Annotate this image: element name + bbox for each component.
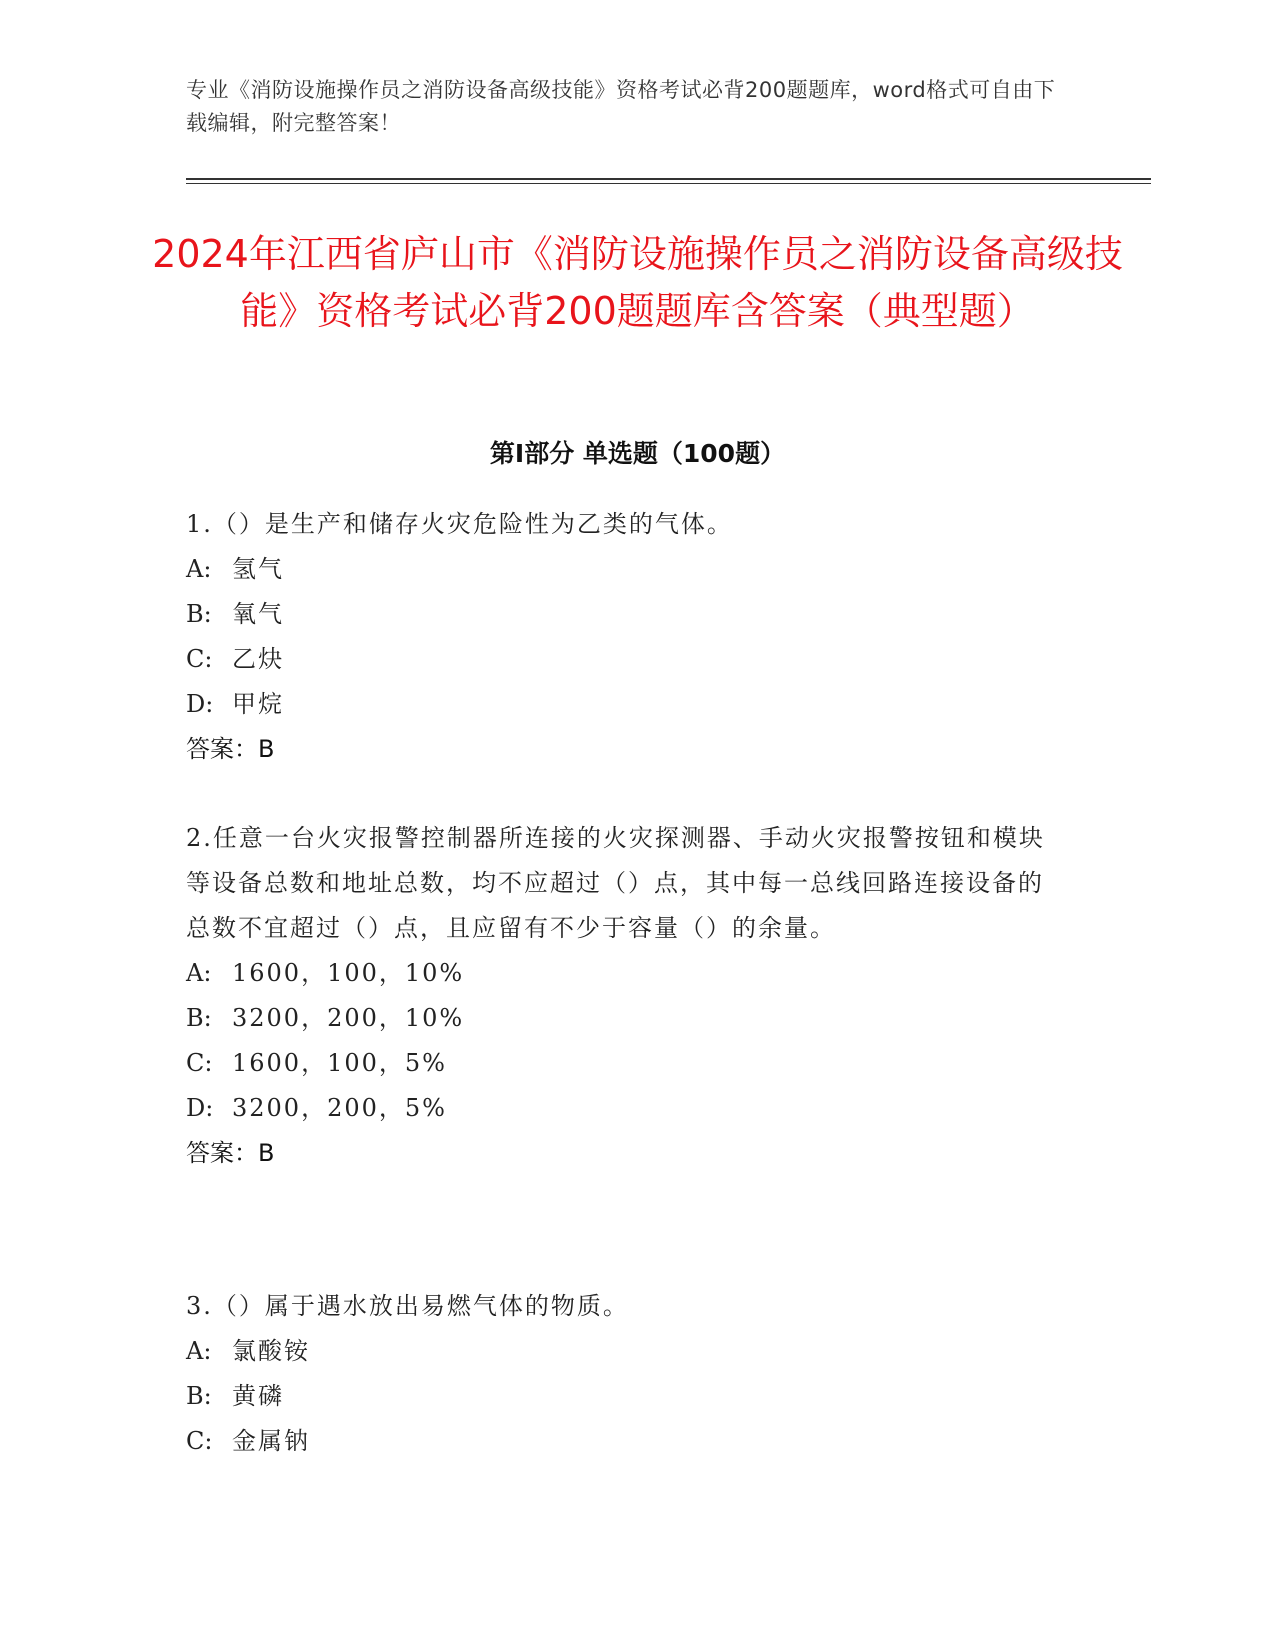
option-a	[186, 547, 1066, 592]
question-stem: 2.任意一台火灾报警控制器所连接的火灾探测器、手动火灾报警按钮和模块等设备总数和地址总数，均不应超过（）点，其中每一总线回路连接设备的总数不宜超过（）点，且应留有不少于容量（）的余量。	[186, 824, 1045, 942]
question-3	[186, 1284, 1066, 1464]
option-c	[186, 1041, 1066, 1086]
option-text: 氧气	[232, 600, 284, 628]
option-letter: C:	[186, 645, 213, 673]
option-letter: B:	[186, 1382, 212, 1410]
answer: 答案：B	[186, 735, 275, 763]
question-2	[186, 816, 1066, 1176]
header-note: 专业《消防设施操作员之消防设备高级技能》资格考试必背200题题库，word格式可自由下载编辑，附完整答案！	[186, 78, 1056, 135]
option-text: 氢气	[232, 555, 284, 583]
option-letter: B:	[186, 1004, 212, 1032]
option-text: 1600，100，5%	[232, 1049, 447, 1077]
question-stem: 3.（）属于遇水放出易燃气体的物质。	[186, 1292, 629, 1320]
option-text: 3200，200，10%	[232, 1004, 465, 1032]
option-letter: C:	[186, 1427, 213, 1455]
option-letter: D:	[186, 690, 214, 718]
option-d	[186, 1086, 1066, 1131]
option-text: 3200，200，5%	[232, 1094, 447, 1122]
option-text: 乙炔	[232, 645, 284, 673]
option-text: 氯酸铵	[232, 1337, 310, 1365]
option-letter: B:	[186, 600, 212, 628]
question-1	[186, 502, 1066, 772]
option-a	[186, 951, 1066, 996]
option-c	[186, 637, 1066, 682]
option-d	[186, 682, 1066, 727]
option-b	[186, 1374, 1066, 1419]
option-text: 1600，100，10%	[232, 959, 465, 987]
question-stem: 1.（）是生产和储存火灾危险性为乙类的气体。	[186, 510, 733, 538]
document-title: 2024年江西省庐山市《消防设施操作员之消防设备高级技能》资格考试必背200题题库含答案（典型题）	[152, 232, 1123, 333]
option-a	[186, 1329, 1066, 1374]
option-letter: D:	[186, 1094, 214, 1122]
option-b	[186, 996, 1066, 1041]
option-letter: C:	[186, 1049, 213, 1077]
option-b	[186, 592, 1066, 637]
option-letter: A:	[186, 1337, 212, 1365]
section-title: 第Ⅰ部分 单选题（100题）	[489, 439, 786, 468]
header-divider-thick	[186, 178, 1151, 180]
answer: 答案：B	[186, 1139, 275, 1167]
option-c	[186, 1419, 1066, 1464]
option-text: 金属钠	[232, 1427, 310, 1455]
option-letter: A:	[186, 959, 212, 987]
header-divider-thin	[186, 183, 1151, 184]
option-letter: A:	[186, 555, 212, 583]
option-text: 黄磷	[232, 1382, 284, 1410]
option-text: 甲烷	[232, 690, 284, 718]
